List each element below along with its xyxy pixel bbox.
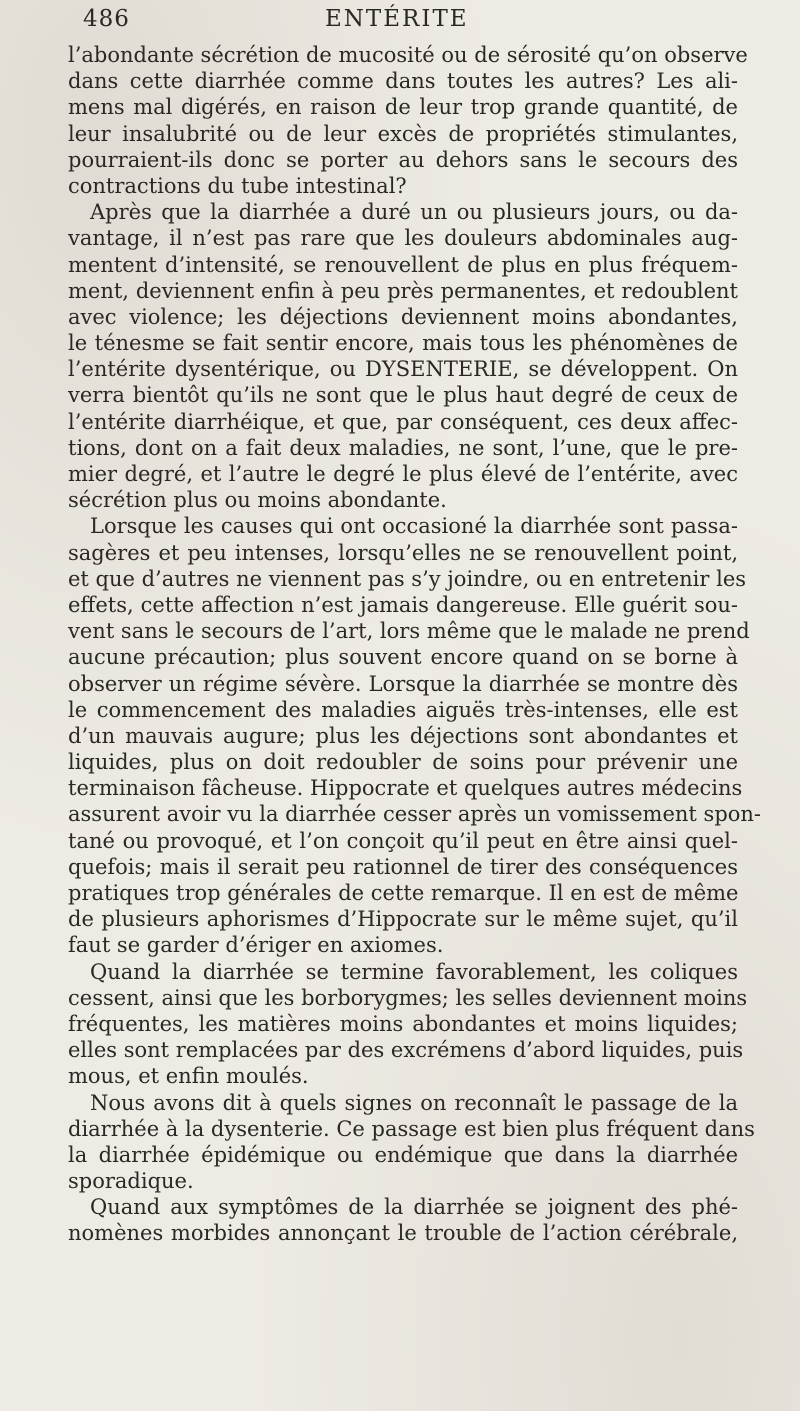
text-line: l’abondante sécrétion de mucosité ou de sérosité qu’on observe — [68, 43, 748, 67]
text-line: observer un régime sévère. Lorsque la diarrhée se montre dès — [68, 671, 738, 696]
text-line: Quand aux symptômes de la diarrhée se joignent des phé- — [90, 1195, 738, 1220]
text-line: mous, et enfin moulés. — [68, 1064, 309, 1089]
text-line: sécrétion plus ou moins abondante. — [68, 488, 447, 513]
text-line: elles sont remplacées par des excrémens d’abord liquides, puis — [68, 1038, 744, 1063]
text-line: pourraient-ils donc se porter au dehors sans le secours des — [68, 147, 738, 172]
body-text — [68, 42, 762, 1247]
text-line: sporadique. — [68, 1169, 194, 1194]
text-line: leur insalubrité ou de leur excès de propriétés stimulantes, — [68, 121, 738, 146]
text-line: terminaison fâcheuse. Hippocrate et quelques autres médecins — [68, 776, 743, 801]
text-line: la diarrhée épidémique ou endémique que dans la diarrhée — [68, 1142, 738, 1167]
text-line: verra bientôt qu’ils ne sont que le plus haut degré de ceux de — [68, 383, 738, 408]
text-line: Nous avons dit à quels signes on reconnaît le passage de la — [90, 1090, 738, 1115]
text-line: Après que la diarrhée a duré un ou plusieurs jours, ou da- — [90, 200, 738, 225]
text-line: liquides, plus on doit redoubler de soins pour prévenir une — [68, 750, 738, 775]
text-line: vantage, il n’est pas rare que les douleurs abdominales aug- — [68, 226, 738, 251]
text-line: fréquentes, les matières moins abondantes et moins liquides; — [68, 1011, 738, 1036]
text-line: d’un mauvais augure; plus les déjections sont abondantes et — [68, 723, 738, 748]
text-line: ment, deviennent enfin à peu près permanentes, et redoublent — [68, 278, 738, 303]
text-line: Quand la diarrhée se termine favorablement, les coliques — [90, 959, 738, 984]
page-number: 486 — [83, 6, 130, 32]
text-line: le commencement des maladies aiguës très-intenses, elle est — [68, 697, 738, 722]
running-head: ENTÉRITE — [325, 6, 469, 32]
text-line: tané ou provoqué, et l’on conçoit qu’il peut en être ainsi quel- — [68, 828, 738, 853]
text-line: dans cette diarrhée comme dans toutes les autres? Les ali- — [68, 69, 738, 94]
text-line: avec violence; les déjections deviennent moins abondantes, — [68, 304, 738, 329]
text-line: mentent d’intensité, se renouvellent de plus en plus fréquem- — [68, 252, 738, 277]
text-line: diarrhée à la dysenterie. Ce passage est bien plus fréquent dans — [68, 1116, 755, 1141]
text-line: mier degré, et l’autre le degré le plus élevé de l’entérite, avec — [68, 462, 738, 486]
text-line: cessent, ainsi que les borborygmes; les selles deviennent moins — [68, 985, 748, 1010]
text-line: l’entérite dysentérique, ou DYSENTERIE, se développent. On — [68, 357, 738, 382]
text-line: vent sans le secours de l’art, lors même que le malade ne prend — [68, 619, 750, 644]
page-header — [83, 6, 723, 40]
text-line: faut se garder d’ériger en axiomes. — [68, 933, 444, 958]
text-line: contractions du tube intestinal? — [68, 173, 407, 198]
text-line: pratiques trop générales de cette remarque. Il en est de même — [68, 881, 739, 905]
text-line: le ténesme se fait sentir encore, mais tous les phénomènes de — [68, 331, 738, 356]
text-line: quefois; mais il serait peu rationnel de tirer des conséquences — [68, 854, 738, 879]
text-line: assurent avoir vu la diarrhée cesser après un vomissement spon- — [68, 802, 762, 827]
text-line: l’entérite diarrhéique, et que, par conséquent, ces deux affec- — [68, 409, 738, 434]
text-line: nomènes morbides annonçant le trouble de l’action cérébrale, — [68, 1221, 738, 1246]
text-line: tions, dont on a fait deux maladies, ne sont, l’une, que le pre- — [68, 435, 738, 460]
text-line: Lorsque les causes qui ont occasioné la diarrhée sont passa- — [90, 514, 738, 539]
text-line: mens mal digérés, en raison de leur trop grande quantité, de — [68, 95, 738, 120]
text-line: effets, cette affection n’est jamais dangereuse. Elle guérit sou- — [68, 592, 738, 617]
text-line: de plusieurs aphorismes d’Hippocrate sur le même sujet, qu’il — [68, 907, 738, 932]
text-line: sagères et peu intenses, lorsqu’elles ne se renouvellent point, — [68, 540, 738, 565]
text-line: aucune précaution; plus souvent encore quand on se borne à — [68, 645, 738, 670]
text-line: et que d’autres ne viennent pas s’y joindre, ou en entretenir les — [68, 566, 747, 591]
